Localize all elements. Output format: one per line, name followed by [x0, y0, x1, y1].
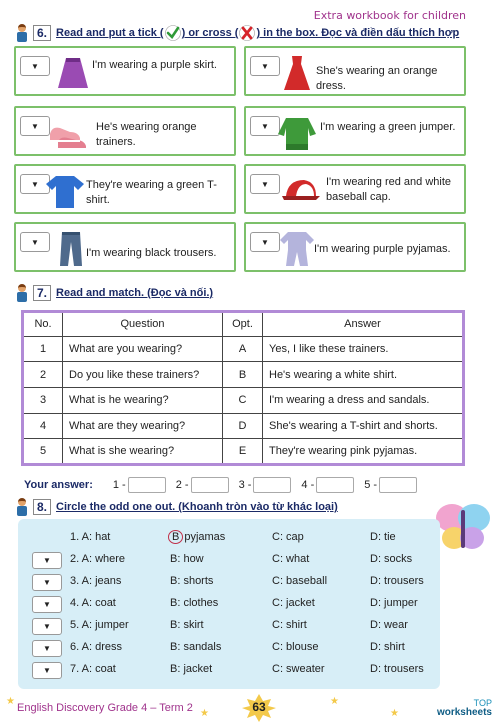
answer-input[interactable]: [379, 477, 417, 493]
answer-dropdown[interactable]: ▼: [32, 618, 62, 635]
table-cell: She's wearing a T-shirt and shorts.: [263, 413, 464, 439]
card-text: They're wearing a green T-shirt.: [86, 179, 217, 206]
table-row: [23, 413, 464, 439]
clothing-card: [14, 46, 236, 96]
odd-row: 1. A: hat B pyjamas C: cap D: tie: [70, 531, 396, 543]
answer-dropdown[interactable]: ▼: [32, 662, 62, 679]
clothing-card: [244, 106, 466, 156]
tick-cross-dropdown[interactable]: ▼: [250, 56, 280, 76]
column-header: Answer: [263, 312, 464, 337]
tick-cross-dropdown[interactable]: ▼: [20, 174, 50, 194]
answer-slot: 3 -: [239, 477, 292, 493]
butterfly-icon: [432, 500, 494, 556]
answer-dropdown[interactable]: ▼: [32, 552, 62, 569]
section6-instruction: Read and put a tick ( ) or cross ( ) in the box. Đọc và điền dấu thích hợp: [56, 25, 459, 41]
odd-row: ▼ 7. A: coat B: jacket C: sweater D: trousers: [18, 659, 440, 681]
section7-number: 7.: [33, 285, 51, 301]
student-icon: [14, 498, 30, 516]
table-cell: 1: [23, 336, 63, 362]
answer-row: [24, 477, 427, 493]
table-row: [23, 362, 464, 388]
clothing-card: [244, 164, 466, 214]
table-cell: C: [223, 387, 263, 413]
table-cell: 4: [23, 413, 63, 439]
answer-slot: 4 -: [301, 477, 354, 493]
brand-logo: TOP worksheets: [436, 698, 492, 718]
odd-one-out-panel: [18, 519, 440, 689]
odd-row: ▼ 5. A: jumper B: skirt C: shirt D: wear: [18, 615, 440, 637]
table-cell: D: [223, 413, 263, 439]
section6-heading: [14, 24, 459, 42]
jumper-icon: [276, 114, 318, 152]
star-icon: ★: [330, 696, 339, 707]
section8-number: 8.: [33, 499, 51, 515]
odd-row: ▼ 3. A: jeans B: shorts C: baseball D: trousers: [18, 571, 440, 593]
answer-dropdown[interactable]: ▼: [32, 640, 62, 657]
star-icon: ★: [390, 708, 399, 719]
tick-cross-dropdown[interactable]: ▼: [20, 56, 50, 76]
cross-icon: [239, 25, 255, 41]
workbook-title: Extra workbook for children: [313, 9, 466, 22]
table-header-row: [23, 312, 464, 337]
match-table: [21, 310, 465, 466]
tick-cross-dropdown[interactable]: ▼: [250, 116, 280, 136]
table-cell: Yes, I like these trainers.: [263, 336, 464, 362]
table-cell: What are they wearing?: [63, 413, 223, 439]
table-cell: A: [223, 336, 263, 362]
tick-cross-dropdown[interactable]: ▼: [250, 174, 280, 194]
card-text: I'm wearing purple pyjamas.: [314, 243, 451, 255]
answer-label: Your answer:: [24, 479, 93, 491]
answer-slot: 5 -: [364, 477, 417, 493]
table-row: [23, 387, 464, 413]
section8-title: Circle the odd one out. (Khoanh tròn vào từ khác loại): [56, 501, 338, 513]
odd-row: ▼ 6. A: dress B: sandals C: blouse D: shirt: [18, 637, 440, 659]
answer-input[interactable]: [253, 477, 291, 493]
footer-text: English Discovery Grade 4 – Term 2: [17, 702, 193, 714]
table-cell: B: [223, 362, 263, 388]
card-text: She's wearing an orange dress.: [316, 65, 438, 92]
card-text: I'm wearing a green jumper.: [320, 121, 456, 133]
card-text: I'm wearing a purple skirt.: [92, 59, 217, 71]
table-cell: 5: [23, 439, 63, 465]
tick-cross-dropdown[interactable]: ▼: [20, 232, 50, 252]
tshirt-icon: [44, 172, 86, 210]
clothing-card: [14, 106, 236, 156]
footer: [0, 694, 500, 722]
answer-slot: 2 -: [176, 477, 229, 493]
clothing-card: [244, 222, 466, 272]
table-cell: What is he wearing?: [63, 387, 223, 413]
table-cell: What is she wearing?: [63, 439, 223, 465]
card-text: He's wearing orange trainers.: [96, 121, 197, 148]
answer-dropdown[interactable]: ▼: [32, 596, 62, 613]
student-icon: [14, 24, 30, 42]
trainers-icon: [46, 114, 88, 152]
circle-mark: B: [168, 530, 183, 544]
student-icon: [14, 284, 30, 302]
page-number: 63: [252, 700, 266, 714]
odd-row: ▼ 4. A: coat B: clothes C: jacket D: jumper: [18, 593, 440, 615]
table-cell: E: [223, 439, 263, 465]
clothing-card: [14, 222, 236, 272]
answer-input[interactable]: [128, 477, 166, 493]
table-row: [23, 439, 464, 465]
dress-icon: [276, 54, 318, 92]
tick-cross-dropdown[interactable]: ▼: [20, 116, 50, 136]
table-cell: They're wearing pink pyjamas.: [263, 439, 464, 465]
table-cell: I'm wearing a dress and sandals.: [263, 387, 464, 413]
table-cell: He's wearing a white shirt.: [263, 362, 464, 388]
answer-dropdown[interactable]: ▼: [32, 574, 62, 591]
table-row: [23, 336, 464, 362]
section6-number: 6.: [33, 25, 51, 41]
answer-input[interactable]: [191, 477, 229, 493]
table-cell: Do you like these trainers?: [63, 362, 223, 388]
table-cell: What are you wearing?: [63, 336, 223, 362]
card-text: I'm wearing red and white baseball cap.: [326, 176, 451, 203]
section8-heading: [14, 498, 338, 516]
column-header: Opt.: [223, 312, 263, 337]
skirt-icon: [52, 54, 94, 92]
star-icon: ★: [200, 708, 209, 719]
table-cell: 3: [23, 387, 63, 413]
tick-cross-dropdown[interactable]: ▼: [250, 232, 280, 252]
tick-icon: [165, 25, 181, 41]
section7-title: Read and match. (Đọc và nối.): [56, 287, 214, 299]
star-icon: ★: [6, 696, 15, 707]
circled-answer: B pyjamas: [168, 531, 225, 543]
column-header: No.: [23, 312, 63, 337]
table-cell: 2: [23, 362, 63, 388]
card-text: I'm wearing black trousers.: [86, 247, 217, 259]
odd-row: ▼ 2. A: where B: how C: what D: socks: [18, 549, 440, 571]
column-header: Question: [63, 312, 223, 337]
clothing-card: [244, 46, 466, 96]
clothing-card: [14, 164, 236, 214]
answer-slot: 1 -: [113, 477, 166, 493]
answer-input[interactable]: [316, 477, 354, 493]
section7-heading: [14, 284, 213, 302]
cap-icon: [280, 172, 322, 210]
